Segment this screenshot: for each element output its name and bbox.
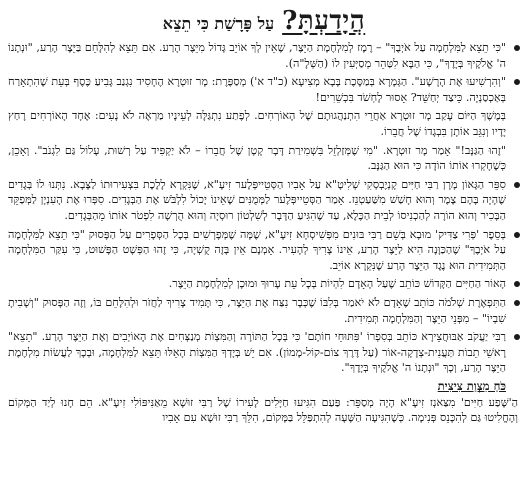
bullet-paragraph-4 [8, 143, 520, 174]
bullet-icon [514, 79, 520, 85]
bullet-icon [514, 281, 520, 287]
bullet-paragraph-7 [8, 276, 520, 292]
bullet-list [8, 40, 520, 376]
paragraph-text: סִפֵּר הַגָּאוֹן מָרָן רַבִּי חַיִּים קָנְיֶבְסְקִי שְׁלִיטָ"א עַל אָבִיו הַסְּטֵייפְּלֶער זִיעָ"א, שֶׁנִּקְרָא לָלֶכֶת בִּצְעִירוּתוֹ לַצָּבָא. נִתְּנוּ לוֹ בְּגָדִים שֶׁהָיָה בָּהֶם צֶמֶר וְהוּא חָשַׁשׁ מִשַּׁעַטְנֵז. אָמַר הַסְּטֵייפְּלֶער לַמְּמֻנִּים שֶׁאֵינוֹ יָכוֹל לִלְבֹּשׁ אֶת הַבְּגָדִים. סִפְּרוּ אֶת הָעִנְיָן לַמְּפַקֵּד הַבָּכִיר וְהוּא הוֹרָה לְהַכְנִיסוֹ לְבֵית הַכֶּלֶא, עַד שֶׁהִגִּיעַ הַדָּבָר לְשִׁלְטוֹן רוּסְיָה וְהוּא הֻרְשָׁה לִפְטֹר אוֹתוֹ מֵהַבְּגָדִים. [8, 177, 506, 222]
bullet-paragraph-8 [8, 295, 520, 326]
bullet-paragraph-1 [8, 40, 520, 71]
paragraph-text: "וְהִרְשִׁיעוּ אֶת הָרָשָׁע". הַגְּמָרָא בְּמַסֶּכֶת בָּבָא מְצִיעָא (כ"ד א') מְסַפֶּרֶת: מָר זוּטְרָא הֶחָסִיד נִגְנַב גָּבִיעַ כֶּסֶף בְּעֵת שֶׁהִתְאָרַח בְּאַכְסַנְיָה. כֵּיצַד יְחַשֵּׁד? אָסוּר לָחְשֹׁד בִּכְשֵׁרִים! [8, 75, 506, 104]
paragraph-text: "כִּי תֵצֵא לַמִּלְחָמָה עַל אֹיְבֶךָ" – רֶמֶז לְמִלְחֶמֶת הַיֵּצֶר, שֶׁאֵין לְךָ אוֹיֵב גָּדוֹל מִיֵּצֶר הָרַע. אִם תֵּצֵא לְהִלָּחֵם בַּיֵּצֶר הָרַע, "וּנְתָנוֹ ה' אֱלֹקֶיךָ בְּיָדֶךָ", כִּי הַבָּא לִטַּהֵר מְסַיְּעִין לוֹ (הַשְּׁלָ"ה). [8, 41, 506, 70]
bullet-icon [514, 232, 520, 238]
bullet-icon [514, 300, 520, 306]
bullet-paragraph-3 [8, 108, 520, 139]
paragraph-text: הַתִּפְאֶרֶת שְׁלֹמֹה כּוֹתֵב שֶׁאָדָם לֹא יֹאמַר בְּלִבּוֹ שֶׁכְּבָר נִצַּח אֶת הַיֵּצֶר, כִּי תָּמִיד צָרִיךְ לַחֲזֹר וּלְהִלָּחֵם בּוֹ, וְזֶה הַפָּסוּק "וְשָׁבִיתָ שִׁבְיוֹ" – מִפְּנֵי הַיֵּצֶר וְהַמִּלְחָמָה תְּמִידִית. [8, 295, 506, 325]
bullet-paragraph-6 [8, 227, 520, 274]
section-body-text: הַ'שֶּׁפַע חַיִּים' מִצַּאנְז זִיעָ"א הָיָה מְסַפֵּר: פַּעַם הִגִּיעוּ חַיָּלִים לָעִירוֹ שֶׁל רַבִּי זוּשָׁא מֵאַנִּיפּוֹלִי זִיעָ"א. הֵם חָנוּ לְיַד הַמְּקוֹם וְהֶחֱלִיטוּ גַּם לְהִכָּנֵס פְּנִימָה. כְּשֶׁהִגִּיעָה הַשָּׁעָה לְהִתְפַּלֵּל בַּמָּקוֹם, הִלֵּךְ רַבִּי זוּשָׁא עִם אָבִיו [8, 395, 518, 425]
page-title: הֲיָדַעְתָּ? [282, 6, 366, 36]
title-row [8, 4, 520, 38]
bullet-paragraph-2 [8, 74, 520, 105]
bullet-icon [514, 45, 520, 51]
paragraph-text: רַבִּי יַעֲקֹב אַבּוּחֲצֵירָא כּוֹתֵב בְּסִפְרוֹ 'פִּתּוּחֵי חוֹתָם' כִּי בְּכָל הַתּוֹרָה וְהַמִּצְוֹת מְנַצְּחִים אֶת הָאוֹיְבִים וְאֶת הַיֵּצֶר הָרַע. "תֵצֵא" רָאשֵׁי תֵבוֹת תַּעֲנִית-צְדָקָה-אוֹר (עַל דֶּרֶךְ צוֹם-קוֹל-מָמוֹן). אִם יֵשׁ בְּיָדְךָ הַמִּצְוֹת הָאֵלּוּ תֵּצֵא לַמִּלְחָמָה, וּבְכָךְ לַעֲשׂוֹת מִלְחֶמֶת הַיֵּצֶר הָרַע, וְכָךְ "וּנְתָנוֹ ה' אֱלֹקֶיךָ בְּיָדֶךָ". [8, 330, 506, 375]
bullet-paragraph-9 [8, 329, 520, 376]
paragraph-text: "זֶהוּ הַגַּנָּב!" אָמַר מָר זוּטְרָא. "מִי שֶׁמְּזַלְזֵל בִּשְׁמִירַת דָּבָר קָטָן שֶׁל חֲבֵרוֹ – לֹא יַקְפִּיד עַל רְשׁוּת, עָלוֹל גַּם לִגְנֹב". וְאָכֵן, כְּשֶׁחָקְרוּ אוֹתוֹ הוֹדָה כִּי הוּא הַגַּנָּב. [8, 143, 506, 173]
bullet-paragraph-5 [8, 177, 520, 224]
bullet-icon [514, 334, 520, 340]
paragraph-text: בְּמֶשֶׁךְ הַיּוֹם עָקַב מָר זוּטְרָא אַחֲרֵי הִתְנַהֲגוּתָם שֶׁל הָאוֹרְחִים. לְפֶתַע נִתְגַּלָּה לְעֵינָיו מַרְאֶה לֹא נָעִים: אֶחָד הָאוֹרְחִים רָחַץ יָדָיו וְנִגֵּב אוֹתָן בִּבְגָדוֹ שֶׁל חֲבֵרוֹ. [8, 109, 506, 138]
bullet-icon [514, 182, 520, 188]
paragraph-text: בְּסֵפֶר 'פְּרִי צַדִּיק' מוּבָא בְּשֵׁם רַבִּי בּוּנִים מִפְּשִׁיסְחָא זִיעָ"א, שֶׁמָּה שֶׁמְּפָרְשִׁים בְּכָל הַסְּפָרִים עַל הַפָּסוּק "כִּי תֵצֵא לַמִּלְחָמָה עַל אֹיְבֶךָ" שֶׁהַכַּוָּנָה הִיא לַיֵּצֶר הָרַע, אֵינוֹ צָרִיךְ לְהָעִיר. אָמְנָם אֵין בָּזֶה קֻשְׁיָה, כִּי זֶהוּ הַפְּשָׁט הַפָּשׁוּט, כִּי עִקַּר הַמִּלְחָמָה הַתְּמִידִית הוּא נֶגֶד הַיֵּצֶר הָרַע שֶׁנִּקְרָא אוֹיֵב. [8, 227, 506, 272]
section-heading: כֹּחַ מִצְוַת צִיצִית [437, 378, 506, 393]
page-subtitle: עַל פָּרָשַׁת כִּי תֵצֵא [162, 14, 275, 33]
paragraph-text: הָאוֹר הַחַיִּים הַקָּדוֹשׁ כּוֹתֵב שֶׁעַל הָאָדָם לִהְיוֹת בְּכָל עֵת עָרוּךְ וּמוּכָן לְמִלְחֶמֶת הַיֵּצֶר. [168, 277, 506, 291]
